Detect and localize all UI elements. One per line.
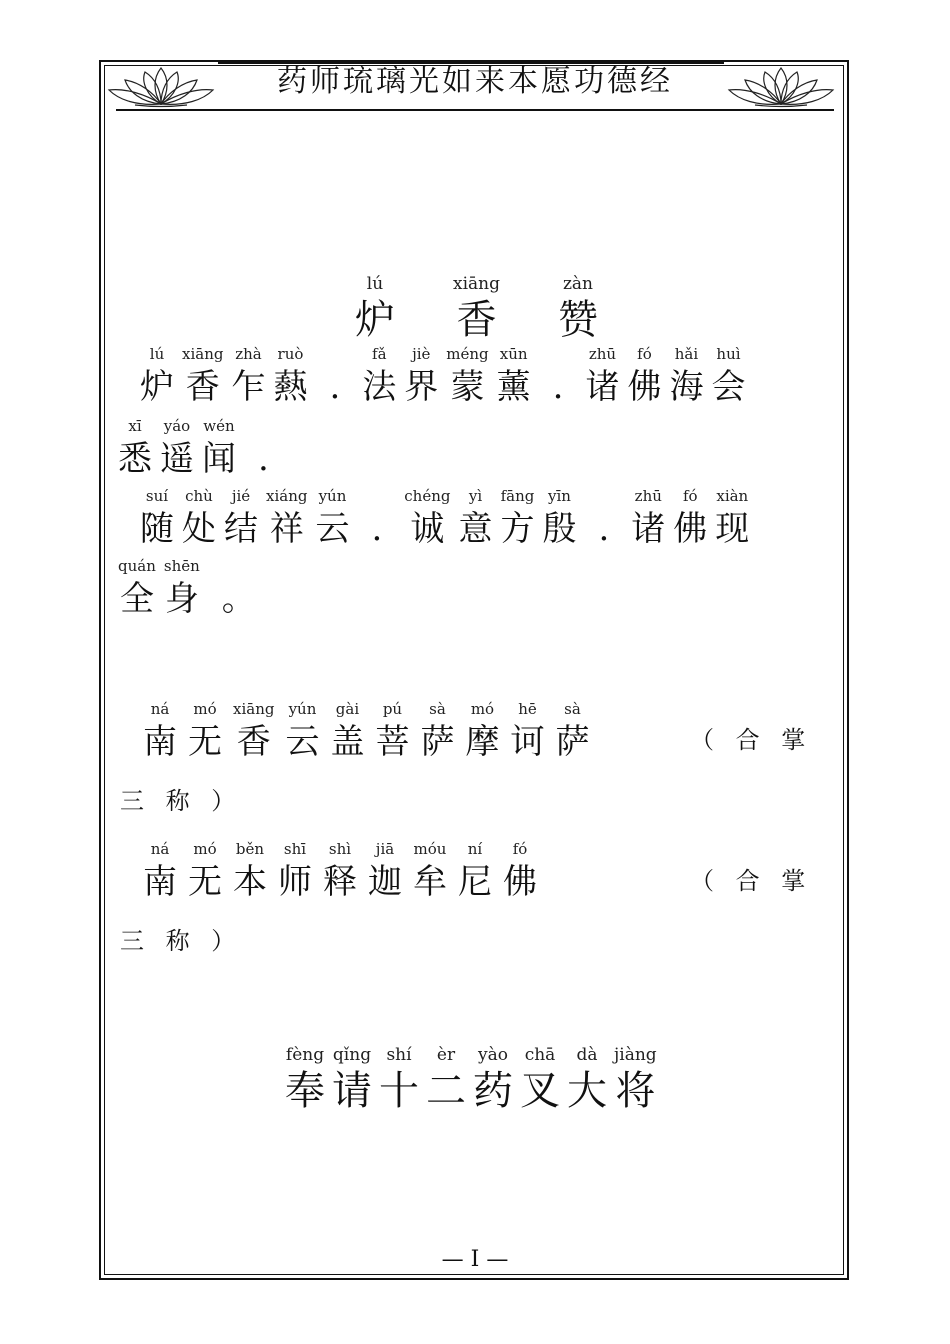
pinyin: shì [328, 840, 352, 858]
ruby-character [375, 700, 409, 764]
pinyin: móu [413, 840, 447, 858]
hanzi: 云 [315, 509, 350, 549]
verse-line [140, 345, 745, 409]
ruby-character [520, 1046, 560, 1116]
pinyin: jiè [412, 345, 431, 363]
ruby-character [182, 487, 216, 551]
pinyin: dà [576, 1045, 598, 1065]
ruby-character [315, 487, 349, 551]
pinyin: wén [203, 417, 235, 435]
hanzi: 诃 [510, 722, 545, 762]
pinyin: fó [683, 487, 698, 505]
hanzi: 佛 [627, 367, 662, 407]
ruby-character [285, 700, 319, 764]
pinyin: lú [149, 345, 165, 363]
page-number: — I — [441, 1247, 509, 1272]
ruby-character [368, 840, 402, 904]
pinyin: hǎi [674, 345, 699, 363]
punctuation [329, 345, 340, 409]
ruby-character [118, 417, 152, 481]
pinyin: zhū [588, 345, 617, 363]
hanzi: 蒙 [450, 367, 485, 407]
punctuation-mark: . [258, 439, 269, 479]
lotus-icon [725, 64, 837, 108]
hanzi: 结 [224, 509, 258, 549]
hanzi: 现 [715, 509, 750, 549]
hanzi: 摩 [465, 722, 500, 762]
ruby-character [542, 487, 576, 551]
verse-line [118, 557, 270, 621]
ruby-character [164, 557, 200, 621]
hanzi: 大 [567, 1068, 607, 1114]
ruby-character [555, 700, 589, 764]
pinyin: xiāng [453, 274, 500, 294]
ruby-character [379, 1046, 419, 1116]
ruby-character [362, 345, 396, 409]
ruby-character [567, 1046, 607, 1116]
hanzi: 尼 [458, 862, 492, 902]
hanzi: 迦 [368, 862, 402, 902]
pinyin: zhū [634, 487, 662, 505]
hanzi: 无 [188, 862, 222, 902]
pinyin: shí [386, 1045, 412, 1065]
hanzi: 遥 [160, 439, 194, 479]
pinyin: xiáng [266, 487, 308, 505]
hanzi: 炉 [355, 297, 395, 343]
ruby-character [465, 700, 499, 764]
lotus-icon [105, 64, 217, 108]
pinyin: fèng [285, 1045, 325, 1065]
hanzi: 炉 [140, 367, 174, 407]
hanzi: 南 [143, 722, 177, 762]
ruby-character [355, 275, 395, 345]
ruby-character [404, 487, 450, 551]
pinyin: méng [446, 345, 489, 363]
pinyin: jiàng [614, 1045, 657, 1065]
hanzi: 身 [164, 579, 199, 619]
ruby-character [453, 275, 500, 345]
header-rule [116, 109, 834, 111]
ruby-character [627, 345, 661, 409]
ruby-character [585, 345, 619, 409]
pinyin: èr [436, 1045, 456, 1065]
hanzi: 菩 [375, 722, 410, 762]
pinyin: mó [470, 700, 495, 718]
punctuation [598, 487, 609, 551]
punctuation [222, 557, 256, 621]
pinyin: yún [288, 700, 317, 718]
pinyin: ná [150, 840, 170, 858]
hanzi: 诸 [631, 509, 666, 549]
hanzi: 祥 [269, 509, 304, 549]
hanzi: 佛 [673, 509, 708, 549]
pinyin: fó [512, 840, 528, 858]
ruby-character [330, 700, 364, 764]
pinyin: lú [366, 274, 384, 294]
hanzi: 香 [456, 297, 497, 343]
pinyin: fǎ [372, 345, 387, 363]
hanzi: 无 [188, 722, 222, 762]
pinyin: yào [478, 1045, 508, 1065]
invocation-line [143, 840, 537, 904]
hanzi: 香 [185, 367, 220, 407]
verse-line [118, 417, 283, 481]
punctuation-mark: . [329, 367, 341, 407]
hanzi: 殷 [542, 509, 577, 549]
pinyin: hē [518, 700, 537, 718]
pinyin: ná [150, 700, 170, 718]
pinyin: yún [318, 487, 347, 505]
punctuation [258, 417, 269, 481]
hanzi: 云 [285, 722, 320, 762]
hanzi: 会 [711, 367, 746, 407]
hanzi: 随 [140, 509, 174, 549]
hanzi: 乍 [231, 367, 266, 407]
ruby-character [715, 487, 749, 551]
hanzi: 诸 [585, 367, 620, 407]
pinyin: ní [467, 840, 483, 858]
ruby-character [143, 840, 177, 904]
hanzi: 处 [182, 509, 216, 549]
ruby-character [233, 700, 274, 764]
hanzi: 二 [426, 1068, 466, 1114]
pinyin: xiāng [233, 700, 275, 718]
pinyin: xī [128, 417, 142, 435]
punctuation [371, 487, 382, 551]
hanzi: 悉 [118, 439, 152, 479]
pinyin: ruò [277, 345, 304, 363]
invocation-line [143, 700, 589, 764]
hanzi: 佛 [503, 862, 537, 902]
punctuation [553, 345, 564, 409]
pinyin: zàn [562, 274, 594, 294]
hanzi: 海 [669, 367, 704, 407]
pinyin: pú [382, 700, 403, 718]
hanzi: 将 [615, 1068, 656, 1114]
hanzi: 薰 [496, 367, 531, 407]
pinyin: qǐng [332, 1045, 372, 1065]
hanzi: 诚 [410, 509, 445, 549]
ruby-character [231, 345, 265, 409]
pinyin: jié [231, 487, 251, 505]
pinyin: sà [429, 700, 446, 718]
pinyin: yáo [163, 417, 191, 435]
pinyin: chéng [404, 487, 451, 505]
ruby-character [631, 487, 665, 551]
ruby-character [446, 345, 488, 409]
hanzi: 请 [332, 1068, 372, 1114]
ruby-character [323, 840, 357, 904]
hanzi: 盖 [330, 722, 365, 762]
hanzi: 闻 [202, 439, 236, 479]
pinyin: huì [716, 345, 741, 363]
pinyin: xūn [499, 345, 528, 363]
hanzi: 十 [379, 1068, 419, 1114]
instruction-note: 三 称 ） [120, 787, 236, 815]
section-title-lu-xiang-zan [355, 275, 598, 345]
section-title-feng-qing [285, 1046, 657, 1116]
pinyin: mó [193, 700, 217, 718]
ruby-character [188, 840, 222, 904]
punctuation-mark: . [598, 509, 610, 549]
hanzi: 方 [500, 509, 535, 549]
hanzi: 爇 [273, 367, 308, 407]
ruby-character [140, 345, 174, 409]
hanzi: 释 [323, 862, 357, 902]
ruby-character [182, 345, 223, 409]
hanzi: 意 [458, 509, 493, 549]
ruby-character [500, 487, 534, 551]
ruby-character [143, 700, 177, 764]
hanzi: 法 [362, 367, 397, 407]
instruction-note: 三 称 ） [120, 927, 236, 955]
ruby-character [233, 840, 267, 904]
pinyin: jiā [375, 840, 395, 858]
ruby-character [458, 487, 492, 551]
pinyin: suí [145, 487, 169, 505]
ruby-character [266, 487, 307, 551]
ruby-character [118, 557, 156, 621]
ruby-character [497, 345, 531, 409]
pinyin: běn [235, 840, 265, 858]
pinyin: sà [564, 700, 581, 718]
hanzi: 萨 [420, 722, 455, 762]
ruby-character [224, 487, 258, 551]
ruby-character [426, 1046, 466, 1116]
ruby-character [510, 700, 544, 764]
ruby-character [614, 1046, 657, 1116]
hanzi: 奉 [285, 1068, 325, 1114]
pinyin: quán [118, 557, 156, 575]
pinyin: yīn [548, 487, 571, 505]
ruby-character [160, 417, 194, 481]
ruby-character [273, 345, 307, 409]
pinyin: shī [283, 840, 307, 858]
ruby-character [669, 345, 703, 409]
ruby-character [413, 840, 447, 904]
ruby-character [711, 345, 745, 409]
ruby-character [188, 700, 222, 764]
ruby-character [332, 1046, 372, 1116]
hanzi: 药 [473, 1068, 513, 1114]
pinyin: chā [524, 1045, 556, 1065]
hanzi: 南 [143, 862, 177, 902]
hanzi: 全 [119, 579, 154, 619]
ruby-character [404, 345, 438, 409]
pinyin: yì [468, 487, 483, 505]
ruby-character [503, 840, 537, 904]
ruby-character [458, 840, 492, 904]
ruby-character [278, 840, 312, 904]
hanzi: 赞 [558, 297, 598, 343]
verse-line [140, 487, 749, 551]
ruby-character [558, 275, 598, 345]
pinyin: xiāng [182, 345, 224, 363]
hanzi: 牟 [413, 862, 447, 902]
ruby-character [285, 1046, 325, 1116]
instruction-note: （ 合 掌 [690, 726, 806, 754]
pinyin: fó [637, 345, 652, 363]
ruby-character [140, 487, 174, 551]
pinyin: shēn [163, 557, 200, 575]
punctuation-mark: . [552, 367, 564, 407]
ruby-character [420, 700, 454, 764]
pinyin: mó [193, 840, 217, 858]
pinyin: xiàn [716, 487, 749, 505]
hanzi: 萨 [555, 722, 590, 762]
ruby-character [473, 1046, 513, 1116]
hanzi: 界 [404, 367, 439, 407]
hanzi: 本 [233, 862, 267, 902]
hanzi: 香 [236, 722, 271, 762]
instruction-note: （ 合 掌 [690, 867, 806, 895]
ruby-character [202, 417, 236, 481]
hanzi: 师 [278, 862, 312, 902]
punctuation-mark: 。 [221, 579, 256, 619]
pinyin: chù [185, 487, 213, 505]
pinyin: gài [335, 700, 360, 718]
pinyin: fāng [500, 487, 535, 505]
hanzi: 叉 [520, 1068, 560, 1114]
pinyin: zhà [235, 345, 262, 363]
ruby-character [673, 487, 707, 551]
header-title: 药师琉璃光如来本愿功德经 [277, 64, 673, 99]
punctuation-mark: . [371, 509, 383, 549]
